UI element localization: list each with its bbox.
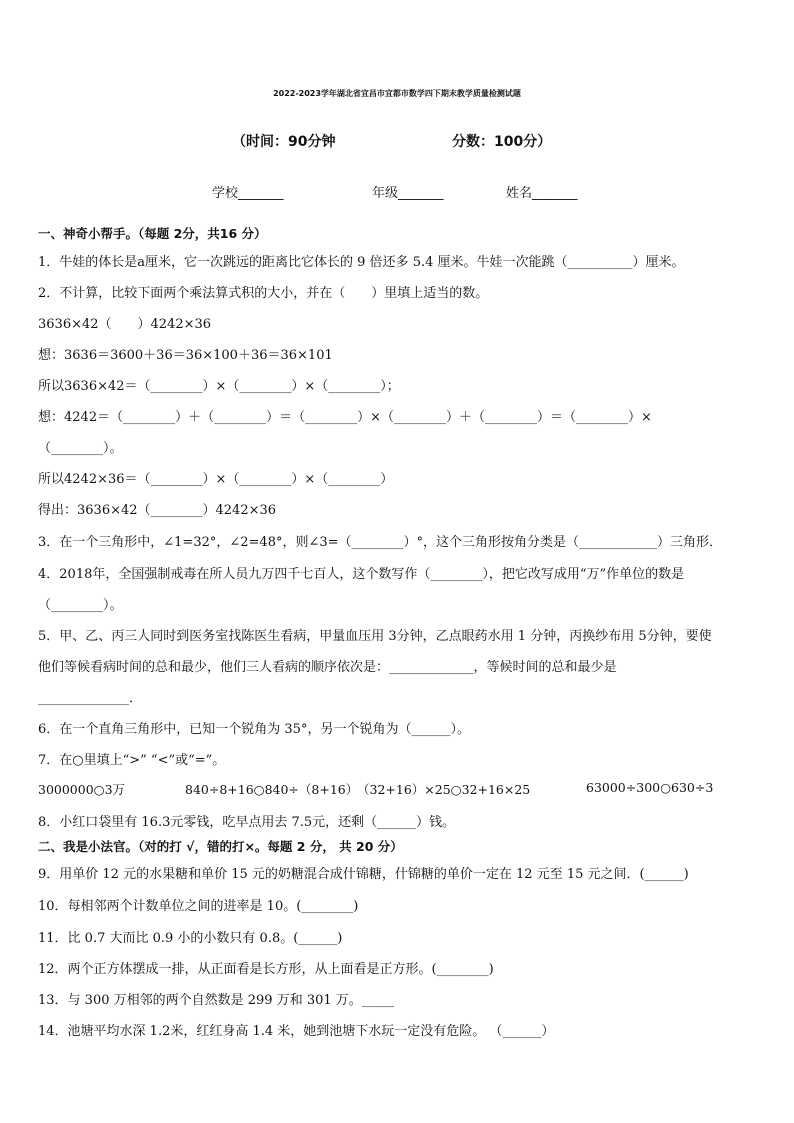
section-heading-1: 一、神奇小帮手。（每题 2分，共16 分） [38, 226, 267, 241]
question-12: 12．两个正方体摆成一排，从正面看是长方形，从上面看是正方形。(________) [38, 962, 494, 977]
question-2-conclusion-1: 所以3636×42＝（________）×（________）×（________）； [38, 379, 400, 394]
grade-field: 年级_______ [372, 186, 444, 201]
question-5-cont: 他们等候看病时间的总和最少，他们三人看病的顺序依次是：_____________，等候时间的总和最少是 [38, 660, 617, 675]
question-7-item-4: 63000÷300○630÷3 [586, 780, 714, 795]
question-11: 11．比 0.7 大而比 0.9 小的小数只有 0.8。(______) [38, 931, 343, 946]
question-2-hint-2-cont: （________）。 [38, 441, 123, 456]
question-5: 5．甲、乙、丙三人同时到医务室找陈医生看病，甲量血压用 3分钟，乙点眼药水用 1 分钟，丙换纱布用 5分钟，要使 [38, 629, 712, 644]
question-7-item-2: 840÷8+16○840÷（8+16） [185, 782, 359, 797]
question-2-hint-1: 想：3636＝3600＋36＝36×100＋36＝36×101 [38, 348, 333, 363]
question-7-item-1: 3000000○3万 [38, 782, 126, 797]
question-2: 2．不计算，比较下面两个乘法算式积的大小，并在（ ）里填上适当的数。 [38, 286, 489, 301]
question-13: 13．与 300 万相邻的两个自然数是 299 万和 301 万。_____ [38, 993, 395, 1008]
question-9: 9．用单价 12 元的水果糖和单价 15 元的奶糖混合成什锦糖，什锦糖的单价一定在 12 元至 15 元之间．(______) [38, 867, 689, 882]
question-1: 1．牛娃的体长是a厘米，它一次跳远的距离比它体长的 9 倍还多 5.4 厘米。牛娃一次能跳（__________）厘米。 [38, 255, 685, 270]
question-10: 10．每相邻两个计数单位之间的进率是 10。(________) [38, 899, 359, 914]
question-2-result: 得出：3636×42（________）4242×36 [38, 503, 277, 518]
question-4-cont: （________）。 [38, 598, 123, 613]
exam-time: （时间：90分钟 [232, 134, 336, 150]
question-7-item-3: （32+16）×25○32+16×25 [357, 782, 531, 797]
exam-score: 分数：100分） [452, 134, 552, 150]
section-heading-2: 二、我是小法官。（对的打 √，错的打×。每题 2 分， 共 20 分） [38, 839, 403, 854]
school-field: 学校_______ [212, 186, 284, 201]
question-7: 7．在○里填上“>” “<”或“=”。 [38, 753, 226, 768]
question-2-conclusion-2: 所以4242×36＝（________）×（________）×（________） [38, 472, 394, 487]
question-5-cont-2: ______________． [38, 691, 143, 706]
page-title: 2022-2023学年湖北省宜昌市宜都市数学四下期末教学质量检测试题 [273, 89, 521, 98]
question-3: 3．在一个三角形中，∠1=32°，∠2=48°，则∠3=（________）°，这个三角形按角分类是（____________）三角形． [38, 535, 723, 550]
question-6: 6．在一个直角三角形中，已知一个锐角为 35°，另一个锐角为（______）。 [38, 722, 470, 737]
question-4: 4．2018年，全国强制戒毒在所人员九万四千七百人，这个数写作（________），把它改写成用“万”作单位的数是 [38, 567, 685, 582]
name-field: 姓名_______ [506, 186, 578, 201]
question-14: 14．池塘平均水深 1.2米，红红身高 1.4 米，她到池塘下水玩一定没有危险。 （______） [38, 1024, 555, 1039]
question-8: 8．小红口袋里有 16.3元零钱，吃早点用去 7.5元，还剩（______）钱。 [38, 815, 456, 830]
question-2-hint-2: 想：4242＝（________）＋（________）＝（________）×（________）＋（________）＝（________）× [38, 410, 652, 425]
question-2-expression: 3636×42（ ）4242×36 [38, 317, 212, 332]
